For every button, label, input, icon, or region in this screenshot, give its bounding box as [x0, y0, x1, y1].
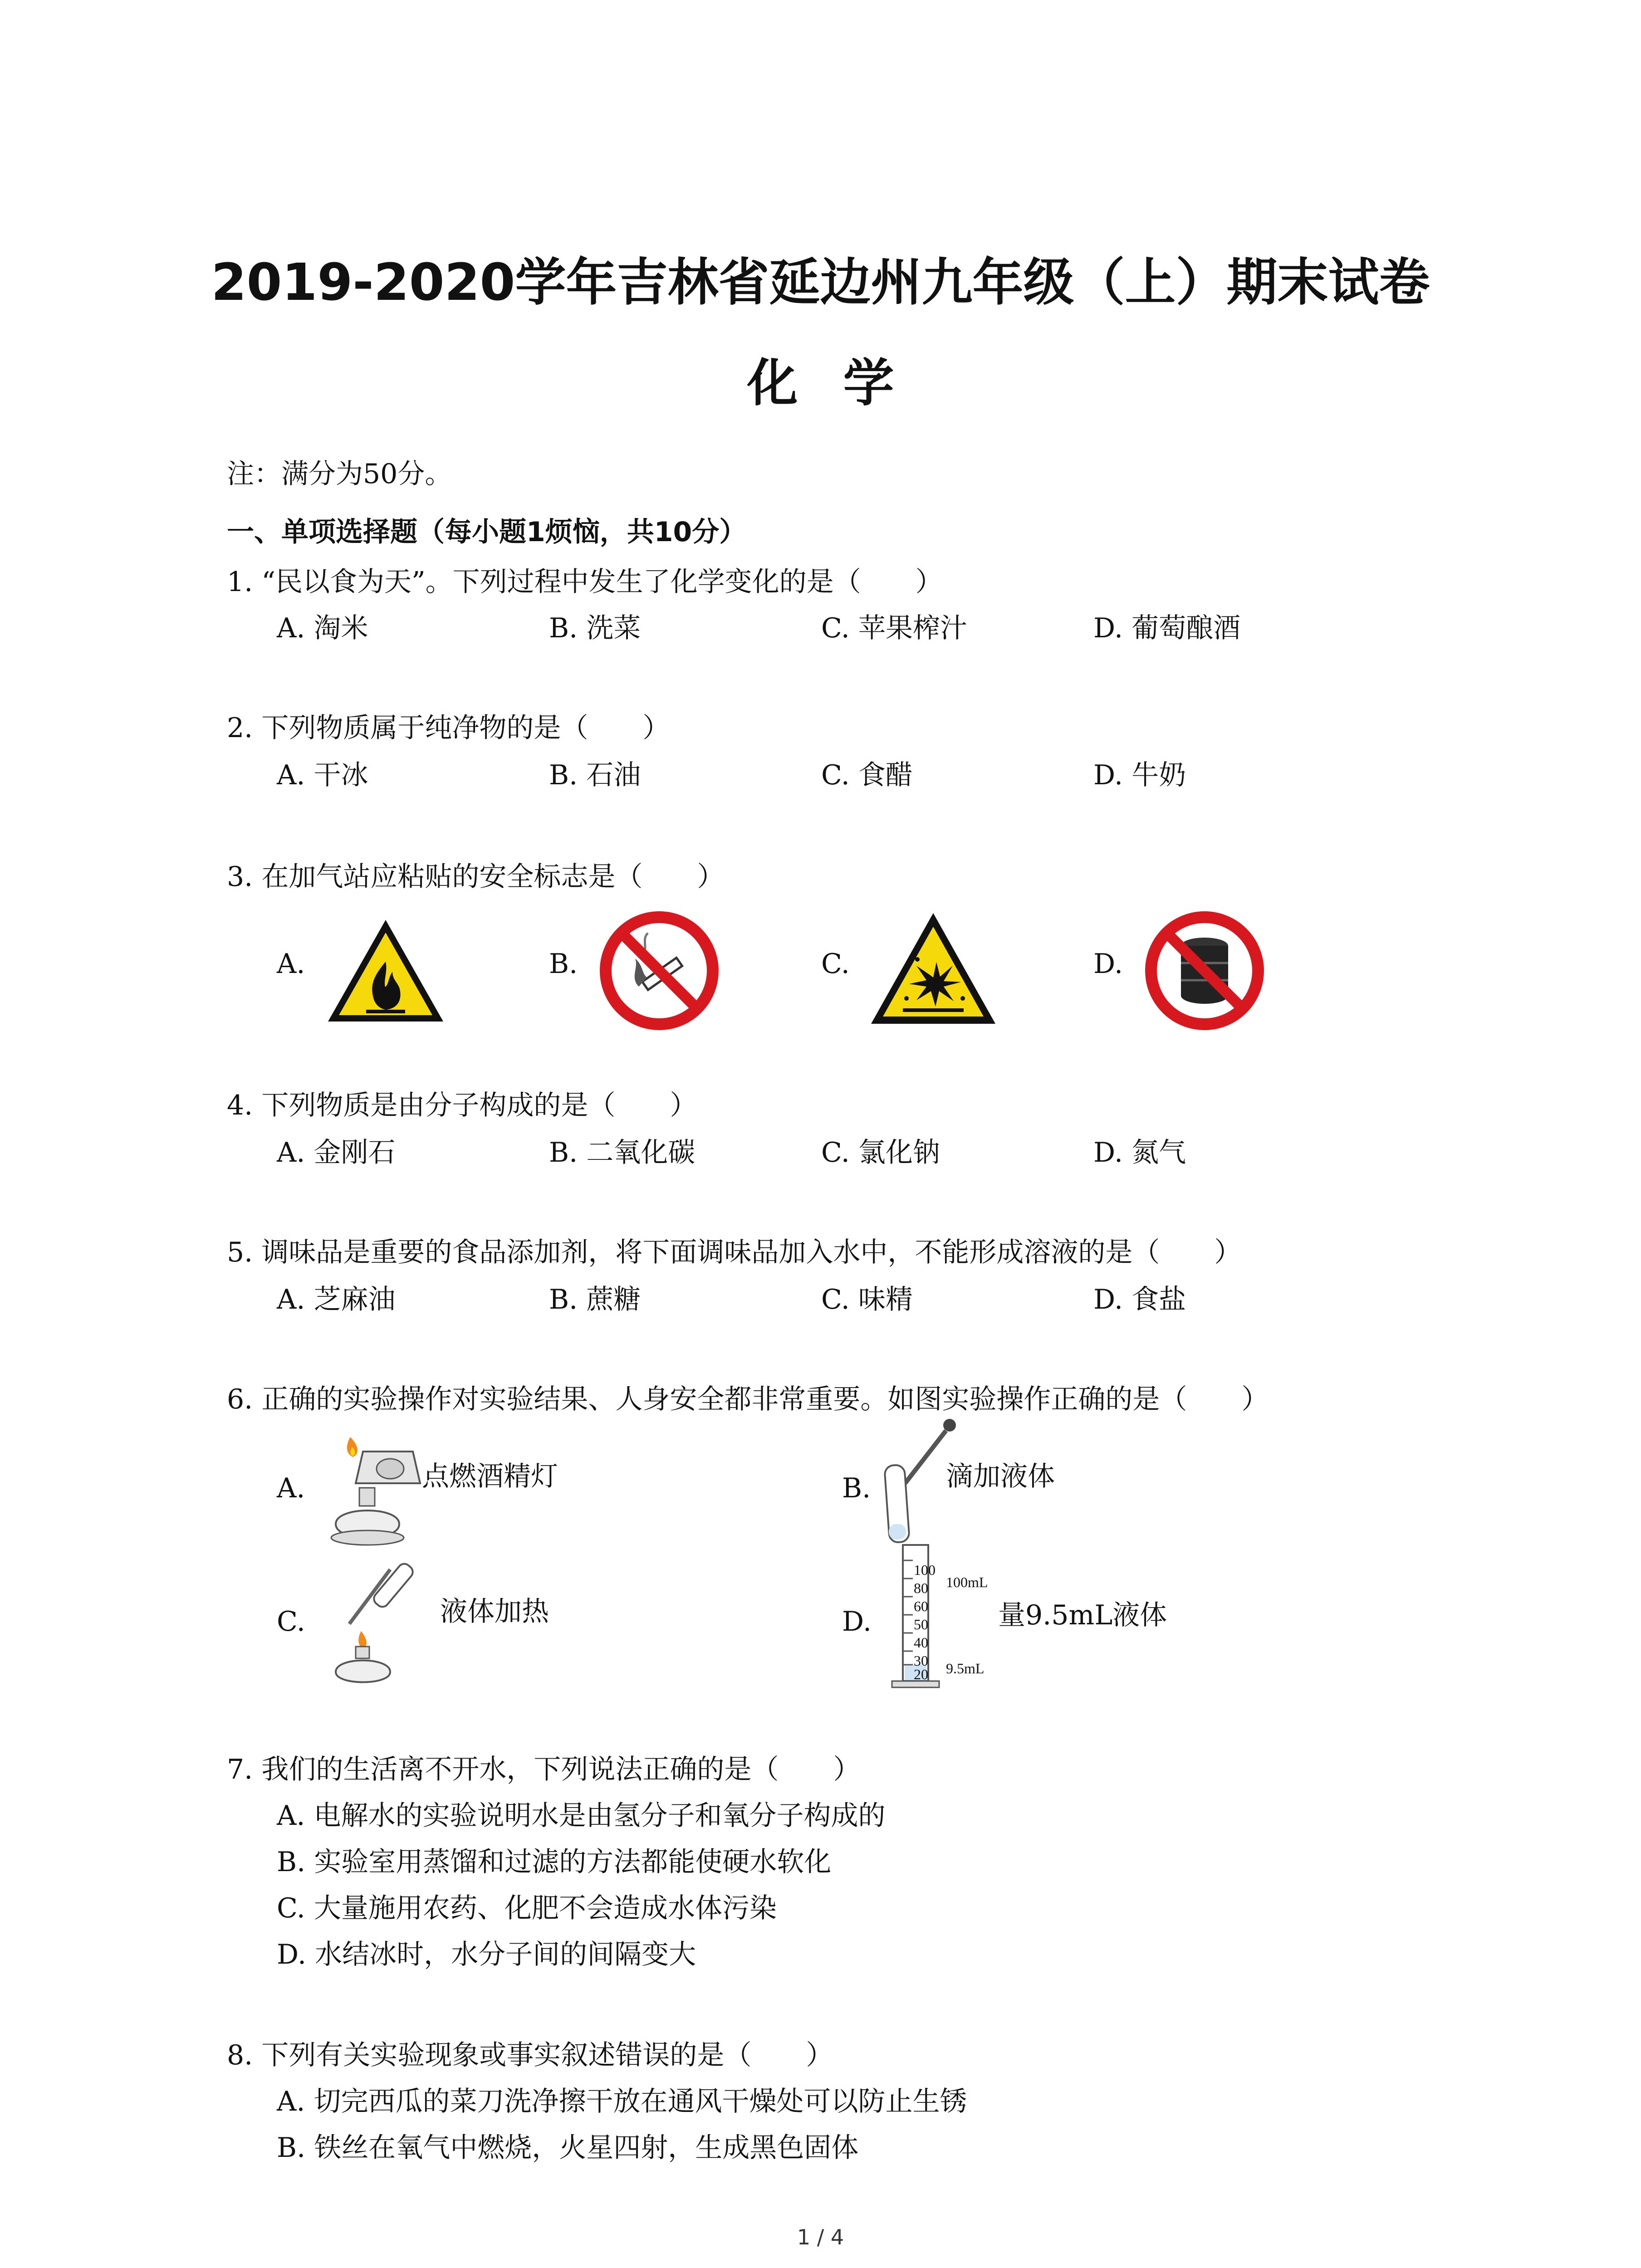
question-4-option-c: C. 氯化钠: [821, 1137, 940, 1168]
question-5-option-b: B. 蔗糖: [549, 1284, 641, 1315]
question-3-option-c: C.: [821, 948, 850, 980]
section-heading: 一、单项选择题（每小题1烦恼，共10分）: [227, 516, 747, 548]
question-5-option-c: C. 味精: [821, 1284, 913, 1315]
cylinder-tick-50: 50: [914, 1616, 928, 1633]
no-smoking-icon: [598, 909, 720, 1032]
question-7-option-b: B. 实验室用蒸馏和过滤的方法都能使硬水软化: [277, 1846, 832, 1878]
question-1-option-a: A. 淘米: [277, 612, 368, 644]
exam-title: 2019-2020学年吉林省延边州九年级（上）期末试卷: [211, 253, 1430, 312]
question-5-stem: 5. 调味品是重要的食品添加剂，将下面调味品加入水中，不能形成溶液的是（ ）: [227, 1237, 1242, 1268]
question-2-option-d: D. 牛奶: [1093, 759, 1186, 791]
cylinder-label-top: 100mL: [946, 1574, 988, 1590]
question-5-option-a: A. 芝麻油: [277, 1284, 396, 1315]
question-4-stem: 4. 下列物质是由分子构成的是（ ）: [227, 1090, 697, 1121]
cylinder-tick-80: 80: [914, 1580, 928, 1596]
question-5-option-d: D. 食盐: [1093, 1284, 1186, 1315]
question-2-option-c: C. 食醋: [821, 759, 913, 791]
no-oil-drum-icon: [1143, 909, 1266, 1032]
heating-liquid-icon: [318, 1556, 436, 1687]
question-3-option-a: A.: [277, 948, 305, 980]
cylinder-tick-30: 30: [914, 1652, 928, 1669]
question-7-option-a: A. 电解水的实验说明水是由氢分子和氧分子构成的: [277, 1800, 886, 1832]
cylinder-label-bottom: 9.5mL: [946, 1660, 985, 1677]
cylinder-tick-20: 20: [914, 1666, 928, 1682]
explosive-warning-icon: [867, 909, 999, 1027]
question-4-option-a: A. 金刚石: [277, 1137, 396, 1168]
question-2-option-b: B. 石油: [549, 759, 641, 791]
question-6-stem: 6. 正确的实验操作对实验结果、人身安全都非常重要。如图实验操作正确的是（ ）: [227, 1383, 1269, 1415]
exam-subject: 化学: [747, 354, 940, 413]
question-6-option-c: C.: [277, 1606, 305, 1637]
question-8-option-a: A. 切完西瓜的菜刀洗净擦干放在通风干燥处可以防止生锈: [277, 2086, 967, 2117]
question-3-option-b: B.: [549, 948, 578, 980]
question-3-stem: 3. 在加气站应粘贴的安全标志是（ ）: [227, 861, 725, 893]
question-6-caption-b: 滴加液体: [946, 1461, 1055, 1492]
question-4-option-b: B. 二氧化碳: [549, 1137, 696, 1168]
page-number: 1 / 4: [797, 2225, 844, 2249]
cylinder-tick-60: 60: [914, 1598, 928, 1614]
question-8-stem: 8. 下列有关实验现象或事实叙述错误的是（ ）: [227, 2039, 833, 2071]
question-2-stem: 2. 下列物质属于纯净物的是（ ）: [227, 712, 670, 744]
question-1-option-b: B. 洗菜: [549, 612, 641, 644]
flammable-warning-icon: [324, 916, 447, 1025]
question-6-caption-c: 液体加热: [440, 1596, 549, 1628]
question-7-option-d: D. 水结冰时，水分子间的间隔变大: [277, 1939, 696, 1970]
question-6-caption-a: 点燃酒精灯: [422, 1461, 558, 1492]
alcohol-lamp-lighting-icon: [318, 1433, 426, 1551]
score-note: 注：满分为50分。: [227, 458, 452, 490]
question-1-stem: 1. “民以食为天”。下列过程中发生了化学变化的是（ ）: [227, 566, 943, 598]
question-6-option-b: B.: [842, 1472, 871, 1504]
question-7-option-c: C. 大量施用农药、化肥不会造成水体污染: [277, 1892, 777, 1924]
question-6-option-d: D.: [842, 1606, 872, 1637]
cylinder-tick-100: 100: [914, 1562, 936, 1578]
question-2-option-a: A. 干冰: [277, 759, 368, 791]
question-1-option-d: D. 葡萄酿酒: [1093, 612, 1241, 644]
question-1-option-c: C. 苹果榨汁: [821, 612, 967, 644]
cylinder-tick-40: 40: [914, 1634, 928, 1651]
question-4-option-d: D. 氮气: [1093, 1137, 1186, 1168]
question-7-stem: 7. 我们的生活离不开水，下列说法正确的是（ ）: [227, 1754, 861, 1785]
question-8-option-b: B. 铁丝在氧气中燃烧，火星四射，生成黑色固体: [277, 2132, 859, 2164]
question-3-option-d: D.: [1093, 948, 1123, 980]
question-6-caption-d: 量9.5mL液体: [998, 1599, 1167, 1631]
question-6-option-a: A.: [277, 1472, 305, 1504]
